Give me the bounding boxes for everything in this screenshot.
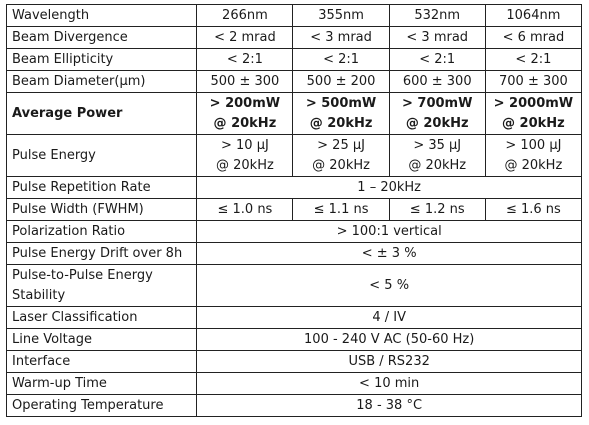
- value-line: > 200mW: [209, 95, 281, 111]
- value-line: @ 20kHz: [312, 157, 370, 173]
- cell-value: [485, 93, 581, 135]
- row-label: Beam Diameter(µm): [7, 71, 197, 93]
- cell-value: [389, 93, 485, 135]
- cell-value: ≤ 1.6 ns: [485, 199, 581, 221]
- value-line: > 700mW: [401, 95, 473, 111]
- row-label: Pulse Repetition Rate: [7, 177, 197, 199]
- cell-value: [389, 135, 485, 177]
- cell-value: < 2:1: [293, 49, 389, 71]
- cell-value: 500 ± 200: [293, 71, 389, 93]
- cell-value-merged: < 5 %: [197, 265, 582, 307]
- value-line: > 2000mW: [493, 95, 574, 111]
- value-line: @ 20kHz: [502, 115, 565, 131]
- table-row: [7, 93, 582, 135]
- value-line: > 10 µJ: [221, 137, 269, 153]
- cell-value: [293, 135, 389, 177]
- cell-value: < 2 mrad: [197, 27, 293, 49]
- cell-value: [197, 93, 293, 135]
- cell-value-merged: 1 – 20kHz: [197, 177, 582, 199]
- cell-value: 600 ± 300: [389, 71, 485, 93]
- cell-value: 1064nm: [485, 5, 581, 27]
- cell-value: < 2:1: [197, 49, 293, 71]
- label-line: Stability: [12, 287, 66, 303]
- row-label: Pulse Energy Drift over 8h: [7, 243, 197, 265]
- cell-value-merged: USB / RS232: [197, 351, 582, 373]
- value-line: @ 20kHz: [408, 157, 467, 173]
- value-line: > 500mW: [305, 95, 377, 111]
- table-row: [7, 395, 582, 417]
- value-line: @ 20kHz: [309, 115, 373, 131]
- row-label: Wavelength: [7, 5, 197, 27]
- spec-table-container: [6, 4, 582, 417]
- table-row: [7, 5, 582, 27]
- value-line: > 100 µJ: [505, 137, 562, 153]
- table-row: [7, 135, 582, 177]
- row-label: Laser Classification: [7, 307, 197, 329]
- cell-value: < 3 mrad: [293, 27, 389, 49]
- table-row: [7, 49, 582, 71]
- row-label: Pulse Width (FWHM): [7, 199, 197, 221]
- row-label: Beam Divergence: [7, 27, 197, 49]
- cell-value-merged: < ± 3 %: [197, 243, 582, 265]
- cell-value: [293, 93, 389, 135]
- cell-value-merged: > 100:1 vertical: [197, 221, 582, 243]
- table-row: [7, 307, 582, 329]
- table-row: [7, 199, 582, 221]
- cell-value: ≤ 1.2 ns: [389, 199, 485, 221]
- row-label: Polarization Ratio: [7, 221, 197, 243]
- value-line: @ 20kHz: [405, 115, 469, 131]
- cell-value: [485, 135, 581, 177]
- cell-value: 500 ± 300: [197, 71, 293, 93]
- cell-value: < 2:1: [485, 49, 581, 71]
- row-label: Line Voltage: [7, 329, 197, 351]
- cell-value: ≤ 1.1 ns: [293, 199, 389, 221]
- value-line: @ 20kHz: [504, 157, 563, 173]
- row-label: Operating Temperature: [7, 395, 197, 417]
- table-row: [7, 373, 582, 395]
- label-line: Pulse-to-Pulse Energy: [12, 267, 153, 283]
- table-row: [7, 71, 582, 93]
- row-label: Pulse Energy: [7, 135, 197, 177]
- cell-value: 532nm: [389, 5, 485, 27]
- row-label: Beam Ellipticity: [7, 49, 197, 71]
- row-label: Interface: [7, 351, 197, 373]
- table-row: [7, 221, 582, 243]
- cell-value: < 6 mrad: [485, 27, 581, 49]
- cell-value: 355nm: [293, 5, 389, 27]
- cell-value-merged: < 10 min: [197, 373, 582, 395]
- cell-value: 266nm: [197, 5, 293, 27]
- row-label: Warm-up Time: [7, 373, 197, 395]
- laser-spec-table: [6, 4, 582, 417]
- table-row: [7, 329, 582, 351]
- row-label: Average Power: [7, 93, 197, 135]
- value-line: @ 20kHz: [213, 115, 277, 131]
- cell-value: 700 ± 300: [485, 71, 581, 93]
- cell-value-merged: 100 - 240 V AC (50-60 Hz): [197, 329, 582, 351]
- cell-value: [197, 135, 293, 177]
- cell-value: < 3 mrad: [389, 27, 485, 49]
- table-row: [7, 27, 582, 49]
- cell-value-merged: 4 / IV: [197, 307, 582, 329]
- value-line: > 35 µJ: [413, 137, 462, 153]
- table-row: [7, 351, 582, 373]
- table-row: [7, 265, 582, 307]
- value-line: > 25 µJ: [317, 137, 365, 153]
- cell-value-merged: 18 - 38 °C: [197, 395, 582, 417]
- table-row: [7, 243, 582, 265]
- value-line: @ 20kHz: [216, 157, 274, 173]
- cell-value: < 2:1: [389, 49, 485, 71]
- table-row: [7, 177, 582, 199]
- cell-value: ≤ 1.0 ns: [197, 199, 293, 221]
- row-label: [7, 265, 197, 307]
